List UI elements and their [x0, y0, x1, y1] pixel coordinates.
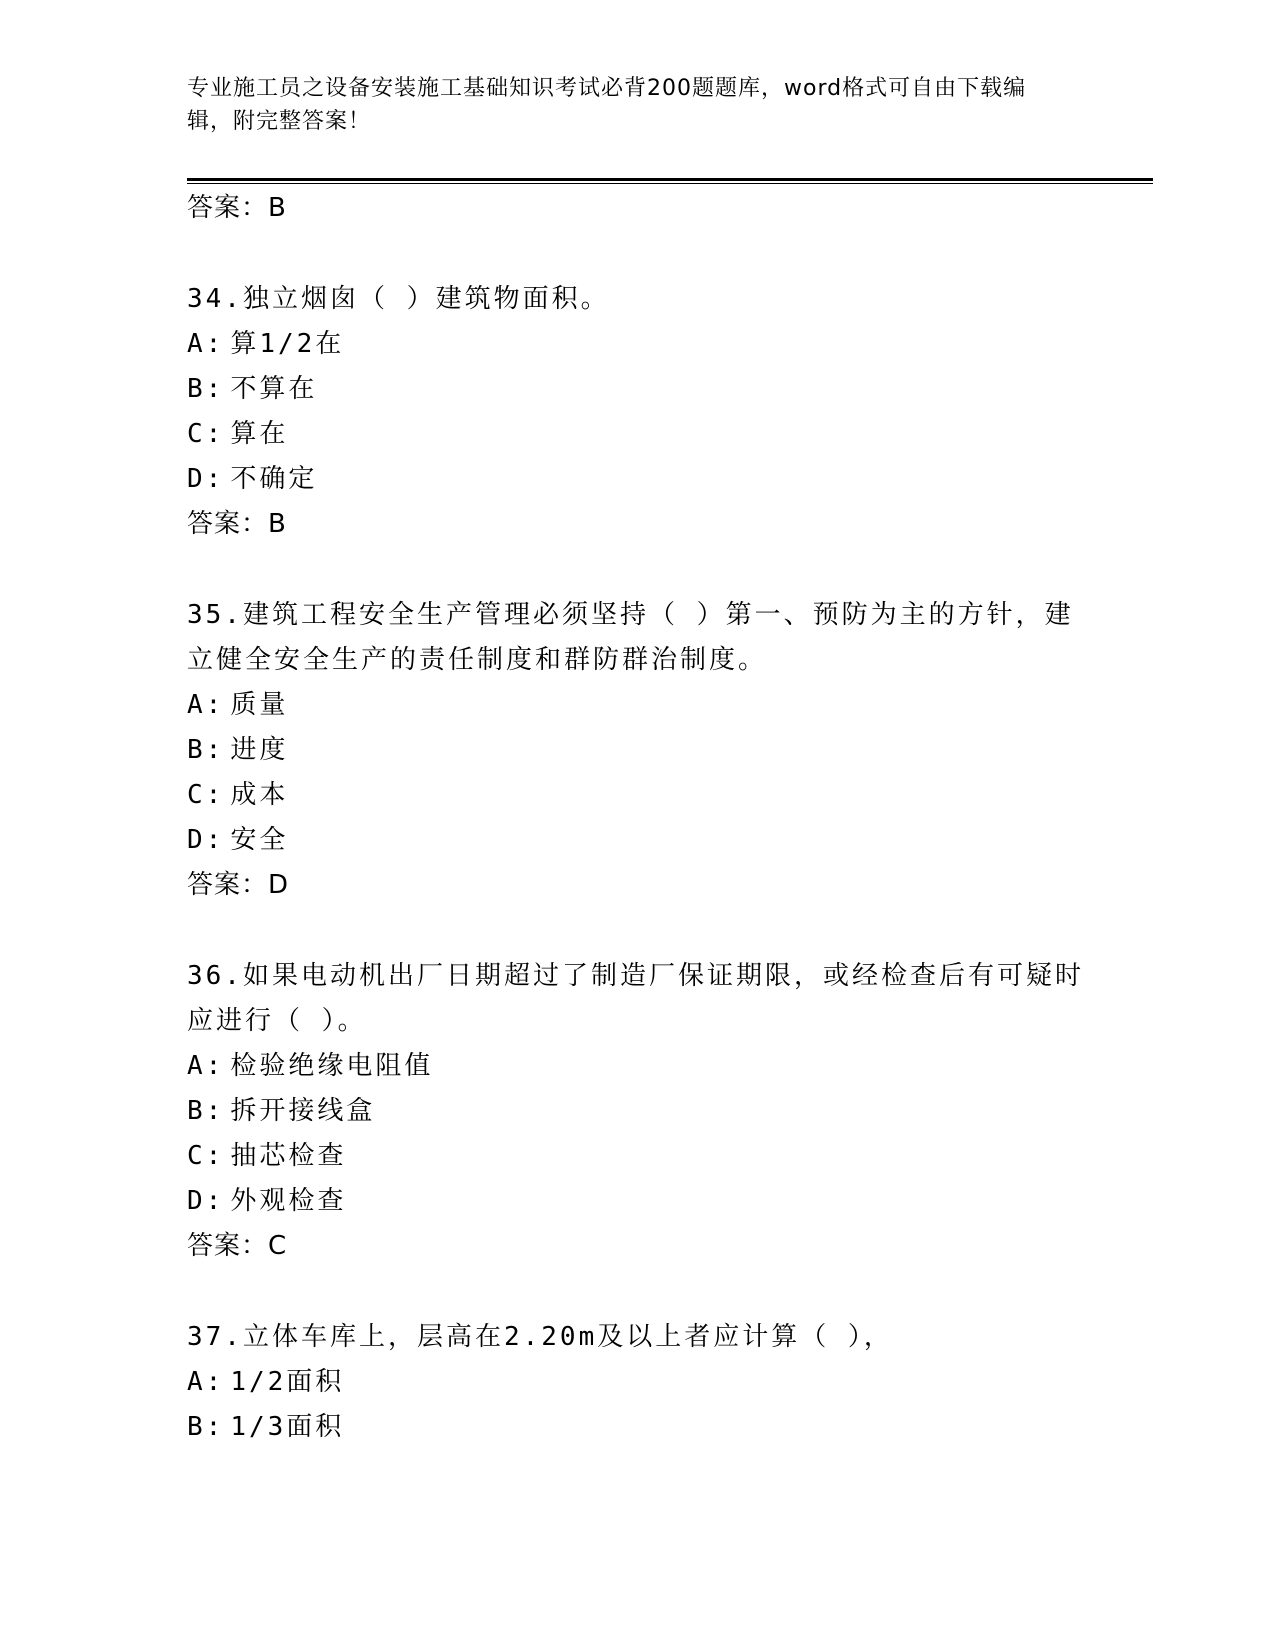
question-stem: 36.如果电动机出厂日期超过了制造厂保证期限，或经检查后有可疑时应进行（ ）。 [187, 961, 1084, 1036]
option-letter: D: [187, 1186, 225, 1216]
option-d [187, 457, 1087, 502]
answer-line: 答案：B [187, 509, 287, 539]
question-34 [187, 277, 1087, 547]
option-a [187, 683, 1087, 728]
option-b [187, 1405, 1087, 1450]
answer-line: 答案：B [187, 193, 287, 223]
answer-line: 答案：D [187, 870, 290, 900]
option-b [187, 728, 1087, 773]
question-36 [187, 954, 1087, 1269]
option-letter: B: [187, 374, 225, 404]
option-text: 不算在 [230, 374, 318, 404]
option-letter: B: [187, 735, 225, 765]
option-a [187, 322, 1087, 367]
option-text: 1/2面积 [230, 1367, 345, 1397]
page-header: 专业施工员之设备安装施工基础知识考试必背200题题库，word格式可自由下载编辑，附完整答案！ [187, 76, 1027, 134]
option-text: 1/3面积 [230, 1412, 345, 1442]
option-letter: C: [187, 780, 225, 810]
question-37 [187, 1315, 1087, 1450]
option-letter: A: [187, 329, 225, 359]
option-c [187, 1134, 1087, 1179]
question-stem: 35.建筑工程安全生产管理必须坚持（ ）第一、预防为主的方针，建立健全安全生产的责任制度和群防群治制度。 [187, 600, 1074, 675]
header-rule-thin [187, 183, 1153, 184]
option-text: 质量 [230, 690, 289, 720]
option-letter: A: [187, 1367, 225, 1397]
option-d [187, 1179, 1087, 1224]
option-letter: D: [187, 464, 225, 494]
option-letter: D: [187, 825, 225, 855]
option-text: 不确定 [230, 464, 318, 494]
option-a [187, 1360, 1087, 1405]
option-text: 成本 [230, 780, 289, 810]
option-text: 抽芯检查 [230, 1141, 347, 1171]
option-text: 拆开接线盒 [230, 1096, 376, 1126]
answer-line: 答案：C [187, 1231, 288, 1261]
option-letter: A: [187, 1051, 225, 1081]
option-a [187, 1044, 1087, 1089]
option-d [187, 818, 1087, 863]
option-text: 算1/2在 [230, 329, 345, 359]
option-text: 外观检查 [230, 1186, 347, 1216]
option-c [187, 773, 1087, 818]
option-b [187, 1089, 1087, 1134]
option-text: 算在 [230, 419, 289, 449]
option-text: 进度 [230, 735, 289, 765]
option-letter: C: [187, 419, 225, 449]
option-letter: B: [187, 1412, 225, 1442]
option-text: 安全 [230, 825, 289, 855]
option-letter: B: [187, 1096, 225, 1126]
option-text: 检验绝缘电阻值 [230, 1051, 434, 1081]
option-c [187, 412, 1087, 457]
option-letter: A: [187, 690, 225, 720]
question-35 [187, 593, 1087, 908]
option-letter: C: [187, 1141, 225, 1171]
question-stem: 37.立体车库上，层高在2.20m及以上者应计算（ ）， [187, 1322, 893, 1352]
question-list [187, 186, 1087, 1450]
header-rule-thick [187, 178, 1153, 181]
option-b [187, 367, 1087, 412]
question-stem: 34.独立烟囱（ ）建筑物面积。 [187, 284, 610, 314]
